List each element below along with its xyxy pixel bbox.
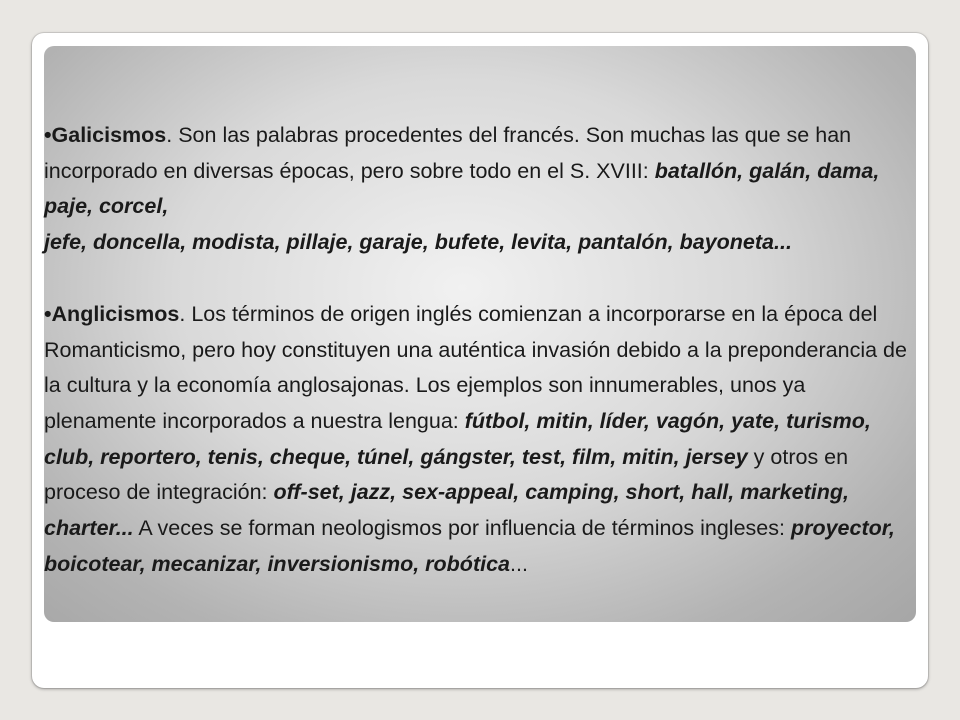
bullet: •	[44, 123, 52, 147]
galicismos-examples-2: jefe, doncella, modista, pillaje, garaje, bufete, levita, pantalón, bayoneta...	[44, 230, 792, 255]
anglicismos-description: . Los términos de origen inglés comienzan a incorporarse en la época del Romanticismo, pero hoy constituyen una auténtica invasión debido a la preponderancia de la cultura y la economía anglosajonas. Los ejemplos son innumerables, unos ya plenamente incorporados a nuestra lengua:	[44, 301, 907, 433]
anglicismos-examples-3: proyector, boicotear, mecanizar, inversionismo, robótica	[44, 516, 895, 576]
anglicismos-text-3: A veces se forman neologismos por influencia de términos ingleses:	[133, 516, 791, 541]
bullet: •	[44, 301, 52, 326]
galicismos-description: . Son las palabras procedentes del francés. Son muchas las que se han incorporado en diversas épocas, pero sobre todo en el S. XVIII:	[44, 123, 852, 183]
anglicismos-examples-1: fútbol, mitin, líder, vagón, yate, turismo, club, reportero, tenis, cheque, túnel, gángster, test, film, mitin, jersey	[44, 408, 871, 469]
anglicismos-text-2: y otros en proceso de integración:	[44, 444, 849, 505]
ellipsis: ...	[510, 551, 528, 576]
anglicismos-paragraph	[44, 297, 914, 583]
galicismos-examples-1: batallón, galán, dama, paje, corcel,	[44, 158, 880, 219]
anglicismos-term: Anglicismos	[51, 301, 180, 326]
paragraph-spacer	[44, 261, 914, 297]
slide-text	[44, 118, 914, 582]
galicismos-paragraph	[44, 118, 914, 225]
galicismos-term: Galicismos	[51, 123, 167, 147]
anglicismos-examples-2: off-set, jazz, sex-appeal, camping, short, hall, marketing, charter...	[44, 480, 849, 541]
